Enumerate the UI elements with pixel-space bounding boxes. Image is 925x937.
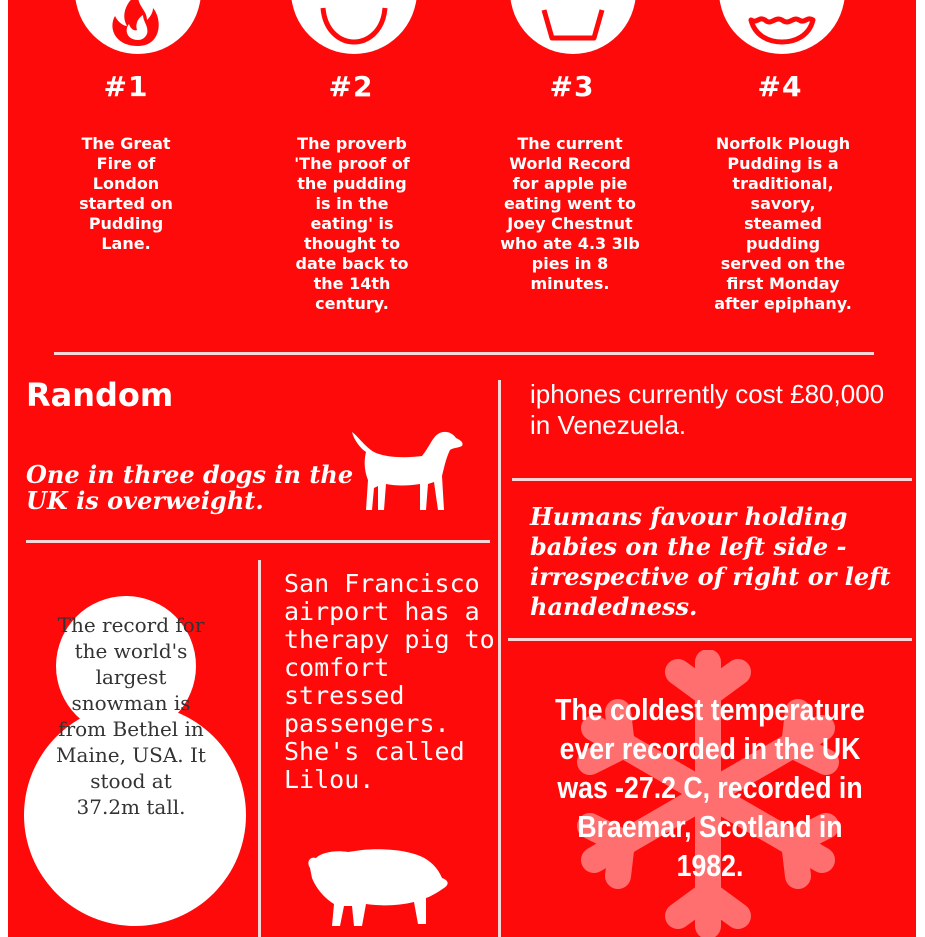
pie-icon — [510, 0, 636, 54]
right-divider-1 — [512, 478, 912, 481]
right-divider-2 — [508, 638, 912, 641]
fact-number-1: #1 — [103, 70, 149, 103]
section-divider — [54, 352, 874, 355]
fact-number-4: #4 — [757, 70, 803, 103]
dog-icon — [348, 424, 468, 516]
babies-fact: Humans favour holding babies on the left side - irrespective of right or left handedness. — [530, 502, 891, 621]
fact-text-3: The current World Record for apple pie eating went to Joey Chestnut who ate 4.3 3lb pies in 8 minutes. — [500, 134, 640, 293]
fire-icon — [75, 0, 201, 54]
fact-number-2: #2 — [328, 70, 374, 103]
pig-fact: San Francisco airport has a therapy pig to comfort stressed passengers. She's called Lilou. — [284, 569, 495, 794]
fact-text-1: The Great Fire of London started on Pudding Lane. — [79, 134, 173, 253]
infographic-panel — [8, 0, 916, 937]
fact-text-4: Norfolk Plough Pudding is a traditional, savory, steamed pudding served on the first Monday after epiphany. — [714, 134, 852, 313]
left-column-divider — [258, 560, 261, 937]
pig-icon — [302, 848, 452, 930]
cold-fact: The coldest temperature ever recorded in the UK was -27.2 C, recorded in Braemar, Scotland in 1982. — [555, 692, 865, 883]
iphones-fact: iphones currently cost £80,000 in Venezuela. — [530, 379, 885, 440]
pudding-bowl-icon — [291, 0, 417, 54]
left-divider — [26, 540, 490, 543]
random-heading: Random — [26, 376, 174, 414]
fact-text-2: The proverb 'The proof of the pudding is in the eating' is thought to date back to the 14th century. — [294, 134, 410, 313]
fact-number-3: #3 — [549, 70, 595, 103]
steamed-pudding-icon — [719, 0, 845, 54]
dogs-fact: One in three dogs in the UK is overweight. — [26, 460, 354, 515]
snowman-fact: The record for the world's largest snowman is from Bethel in Maine, USA. It stood at 37.2m tall. — [56, 613, 206, 819]
